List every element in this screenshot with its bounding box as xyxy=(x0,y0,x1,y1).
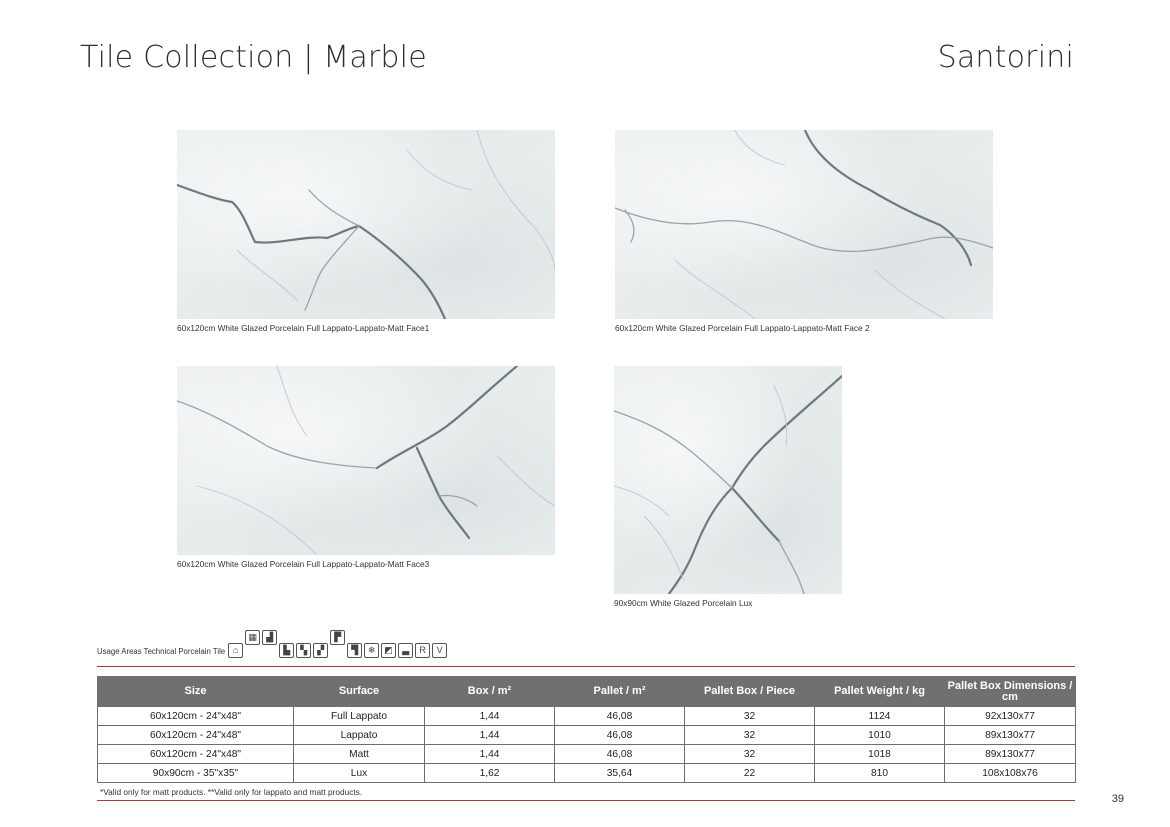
table-header-row xyxy=(98,677,1076,707)
col-header-size: Size xyxy=(98,677,294,707)
cell-surface: Lux xyxy=(294,764,425,783)
home-icon: ⌂ xyxy=(228,643,243,658)
wall-icon: ▙ xyxy=(279,643,294,658)
terrace-icon: ▛ xyxy=(330,630,345,645)
tile-image-face-2 xyxy=(615,130,993,319)
page-number: 39 xyxy=(1111,793,1124,805)
cell-pallet-box-piece: 32 xyxy=(685,707,815,726)
cell-pallet-box-dimensions: 108x108x76 xyxy=(945,764,1076,783)
cell-pallet-weight: 810 xyxy=(815,764,945,783)
tile-image-face-1 xyxy=(177,130,555,319)
series-name: Santorini xyxy=(937,40,1074,75)
tile-image-face-3 xyxy=(177,366,555,555)
cell-pallet-box-dimensions: 89x130x77 xyxy=(945,726,1076,745)
cell-box-m2: 1,62 xyxy=(425,764,555,783)
table-row xyxy=(98,726,1076,745)
col-header-pallet-box-piece: Pallet Box / Piece xyxy=(685,677,815,707)
divider-bottom xyxy=(97,800,1075,801)
spec-table xyxy=(97,676,1076,783)
tile-caption-lux: 90x90cm White Glazed Porcelain Lux xyxy=(614,598,753,608)
outdoor-icon: ▞ xyxy=(313,643,328,658)
col-header-pallet-m2: Pallet / m² xyxy=(555,677,685,707)
tile-caption-face-2: 60x120cm White Glazed Porcelain Full Lappato-Lappato-Matt Face 2 xyxy=(615,323,870,333)
usage-areas xyxy=(97,632,449,658)
cell-box-m2: 1,44 xyxy=(425,745,555,764)
cell-pallet-weight: 1010 xyxy=(815,726,945,745)
cell-box-m2: 1,44 xyxy=(425,707,555,726)
cell-pallet-weight: 1018 xyxy=(815,745,945,764)
cell-size: 60x120cm - 24"x48" xyxy=(98,745,294,764)
cell-pallet-box-piece: 32 xyxy=(685,726,815,745)
cell-size: 60x120cm - 24"x48" xyxy=(98,726,294,745)
cell-pallet-box-dimensions: 92x130x77 xyxy=(945,707,1076,726)
tile-caption-face-3: 60x120cm White Glazed Porcelain Full Lappato-Lappato-Matt Face3 xyxy=(177,559,430,569)
cell-pallet-box-piece: 32 xyxy=(685,745,815,764)
cell-size: 60x120cm - 24"x48" xyxy=(98,707,294,726)
cell-surface: Lappato xyxy=(294,726,425,745)
cell-surface: Matt xyxy=(294,745,425,764)
tile-caption-face-1: 60x120cm White Glazed Porcelain Full Lappato-Lappato-Matt Face1 xyxy=(177,323,430,333)
divider-top xyxy=(97,666,1075,667)
table-row xyxy=(98,707,1076,726)
cell-pallet-box-piece: 22 xyxy=(685,764,815,783)
col-header-pallet-weight: Pallet Weight / kg xyxy=(815,677,945,707)
cell-pallet-box-dimensions: 89x130x77 xyxy=(945,745,1076,764)
shade-variation-v-icon: V xyxy=(432,643,447,658)
col-header-surface: Surface xyxy=(294,677,425,707)
table-row xyxy=(98,764,1076,783)
col-header-pallet-box-dimensions: Pallet Box Dimensions / cm xyxy=(945,677,1076,707)
heated-floor-icon: ▜ xyxy=(347,643,362,658)
usage-areas-label: Usage Areas Technical Porcelain Tile xyxy=(97,647,226,656)
page-title: Tile Collection | Marble xyxy=(80,40,427,75)
footnote: *Valid only for matt products. **Valid only for lappato and matt products. xyxy=(100,787,363,797)
slip-rating-r-icon: R xyxy=(415,643,430,658)
col-header-box-m2: Box / m² xyxy=(425,677,555,707)
stain-resistant-icon: ◩ xyxy=(381,643,396,658)
floor-icon: ▚ xyxy=(296,643,311,658)
cell-size: 90x90cm - 35"x35" xyxy=(98,764,294,783)
tile-image-lux xyxy=(614,366,842,594)
bathroom-icon: ▟ xyxy=(262,630,277,645)
kitchen-icon: ▦ xyxy=(245,630,260,645)
cell-pallet-m2: 35,64 xyxy=(555,764,685,783)
cell-box-m2: 1,44 xyxy=(425,726,555,745)
cell-surface: Full Lappato xyxy=(294,707,425,726)
cell-pallet-m2: 46,08 xyxy=(555,745,685,764)
cell-pallet-m2: 46,08 xyxy=(555,707,685,726)
commercial-icon: ▃ xyxy=(398,643,413,658)
cell-pallet-m2: 46,08 xyxy=(555,726,685,745)
table-row xyxy=(98,745,1076,764)
frost-resistant-icon: ❄ xyxy=(364,643,379,658)
cell-pallet-weight: 1124 xyxy=(815,707,945,726)
